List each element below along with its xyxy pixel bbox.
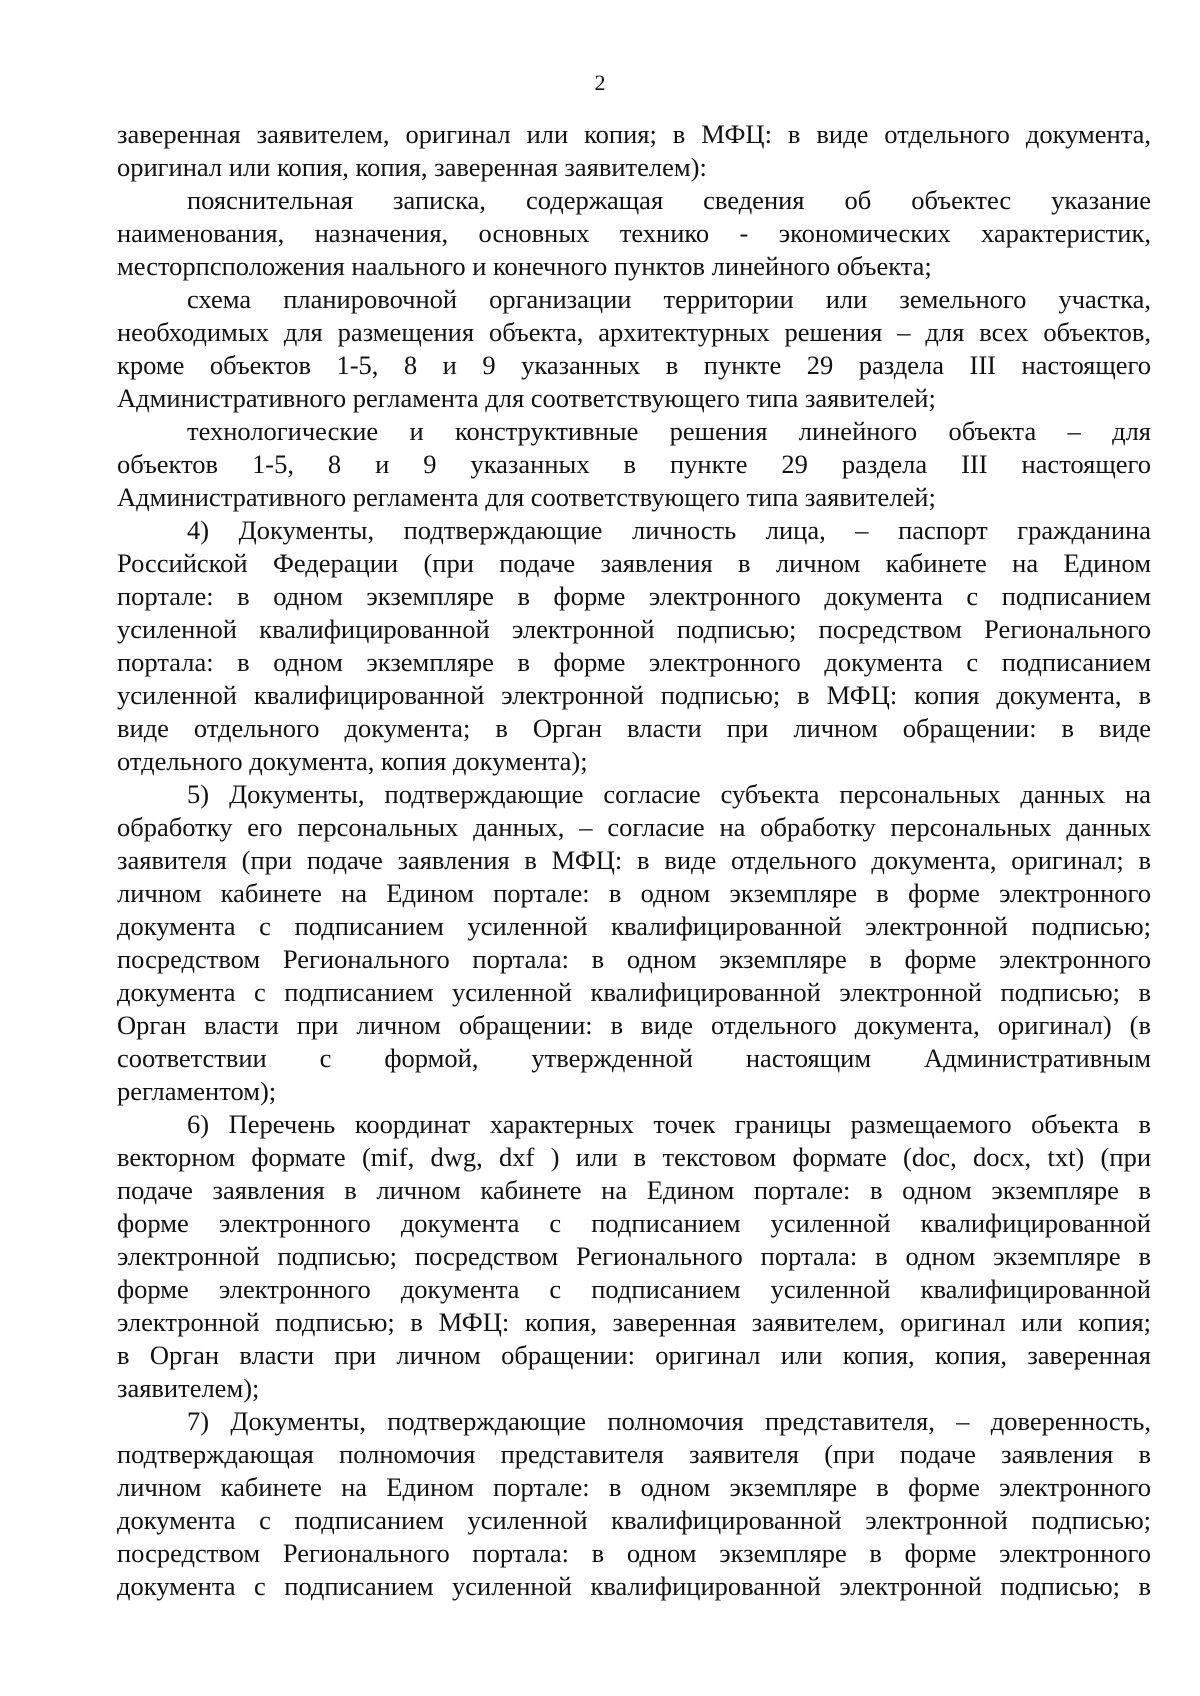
text-line: Административного регламента для соответствующего типа заявителей; [117,383,936,413]
text-line: форме электронного документа с подписанием усиленной квалифицированной [117,1208,1151,1238]
text-line: виде отдельного документа; в Орган власти при личном обращении: в виде [117,713,1151,743]
text-line: документа с подписанием усиленной квалифицированной электронной подписью; в [117,977,1151,1007]
text-line: обработку его персональных данных, – согласие на обработку персональных данных [117,812,1151,842]
page-number: 2 [594,70,606,95]
text-line: документа с подписанием усиленной квалифицированной электронной подписью; [117,911,1151,941]
text-line: документа с подписанием усиленной квалифицированной электронной подписью; в [117,1571,1151,1601]
text-line: оригинал или копия, копия, заверенная заявителем): [117,152,707,182]
text-line: форме электронного документа с подписанием усиленной квалифицированной [117,1274,1151,1304]
text-line: документа с подписанием усиленной квалифицированной электронной подписью; [117,1505,1151,1535]
text-line: посредством Регионального портала: в одном экземпляре в форме электронного [117,1538,1151,1568]
text-line: усиленной квалифицированной электронной подписью; в МФЦ: копия документа, в [117,680,1151,710]
text-line: подаче заявления в личном кабинете на Едином портале: в одном экземпляре в [117,1175,1151,1205]
text-line: личном кабинете на Едином портале: в одном экземпляре в форме электронного [117,1472,1151,1502]
text-line: соответствии с формой, утвержденной настоящим Административным [117,1043,1151,1073]
text-line: подтверждающая полномочия представителя заявителя (при подаче заявления в [117,1439,1151,1469]
text-line: кроме объектов 1-5, 8 и 9 указанных в пункте 29 раздела III настоящего [117,350,1151,380]
text-line: электронной подписью; в МФЦ: копия, заверенная заявителем, оригинал или копия; [117,1307,1151,1337]
text-line: заявителя (при подаче заявления в МФЦ: в виде отдельного документа, оригинал; в [117,845,1151,875]
text-line: объектов 1-5, 8 и 9 указанных в пункте 29 раздела III настоящего [117,449,1151,479]
text-line: заверенная заявителем, оригинал или копия; в МФЦ: в виде отдельного документа, [117,119,1151,149]
text-line: усиленной квалифицированной электронной подписью; посредством Регионального [117,614,1151,644]
text-line: 4) Документы, подтверждающие личность лица, – паспорт гражданина [187,515,1151,545]
text-line: наименования, назначения, основных технико - экономических характеристик, [117,218,1151,248]
text-line: отдельного документа, копия документа); [117,746,588,776]
text-line: технологические и конструктивные решения линейного объекта – для [187,416,1151,446]
text-line: схема планировочной организации территории или земельного участка, [187,284,1151,314]
text-line: месторпсположения наального и конечного пунктов линейного объекта; [117,251,932,281]
text-line: регламентом); [117,1076,277,1106]
text-line: Орган власти при личном обращении: в виде отдельного документа, оригинал) (в [117,1010,1151,1040]
text-line: необходимых для размещения объекта, архитектурных решения – для всех объектов, [117,317,1151,347]
text-line: в Орган власти при личном обращении: оригинал или копия, копия, заверенная [117,1340,1151,1370]
text-line: личном кабинете на Едином портале: в одном экземпляре в форме электронного [117,878,1151,908]
text-line: 7) Документы, подтверждающие полномочия представителя, – доверенность, [187,1406,1151,1436]
text-line: 6) Перечень координат характерных точек границы размещаемого объекта в [187,1109,1151,1139]
document-body [117,118,1151,1603]
text-line: заявителем); [117,1373,260,1403]
text-line: пояснительная записка, содержащая сведения об объектес указание [187,185,1151,215]
text-line: посредством Регионального портала: в одном экземпляре в форме электронного [117,944,1151,974]
text-line: Административного регламента для соответствующего типа заявителей; [117,482,936,512]
text-line: электронной подписью; посредством Регионального портала: в одном экземпляре в [117,1241,1151,1271]
text-line: 5) Документы, подтверждающие согласие субъекта персональных данных на [187,779,1151,809]
text-line: Российской Федерации (при подаче заявления в личном кабинете на Едином [117,548,1151,578]
text-line: векторном формате (mif, dwg, dxf ) или в текстовом формате (doc, docx, txt) (при [117,1142,1151,1172]
text-line: портале: в одном экземпляре в форме электронного документа с подписанием [117,581,1151,611]
text-line: портала: в одном экземпляре в форме электронного документа с подписанием [117,647,1151,677]
